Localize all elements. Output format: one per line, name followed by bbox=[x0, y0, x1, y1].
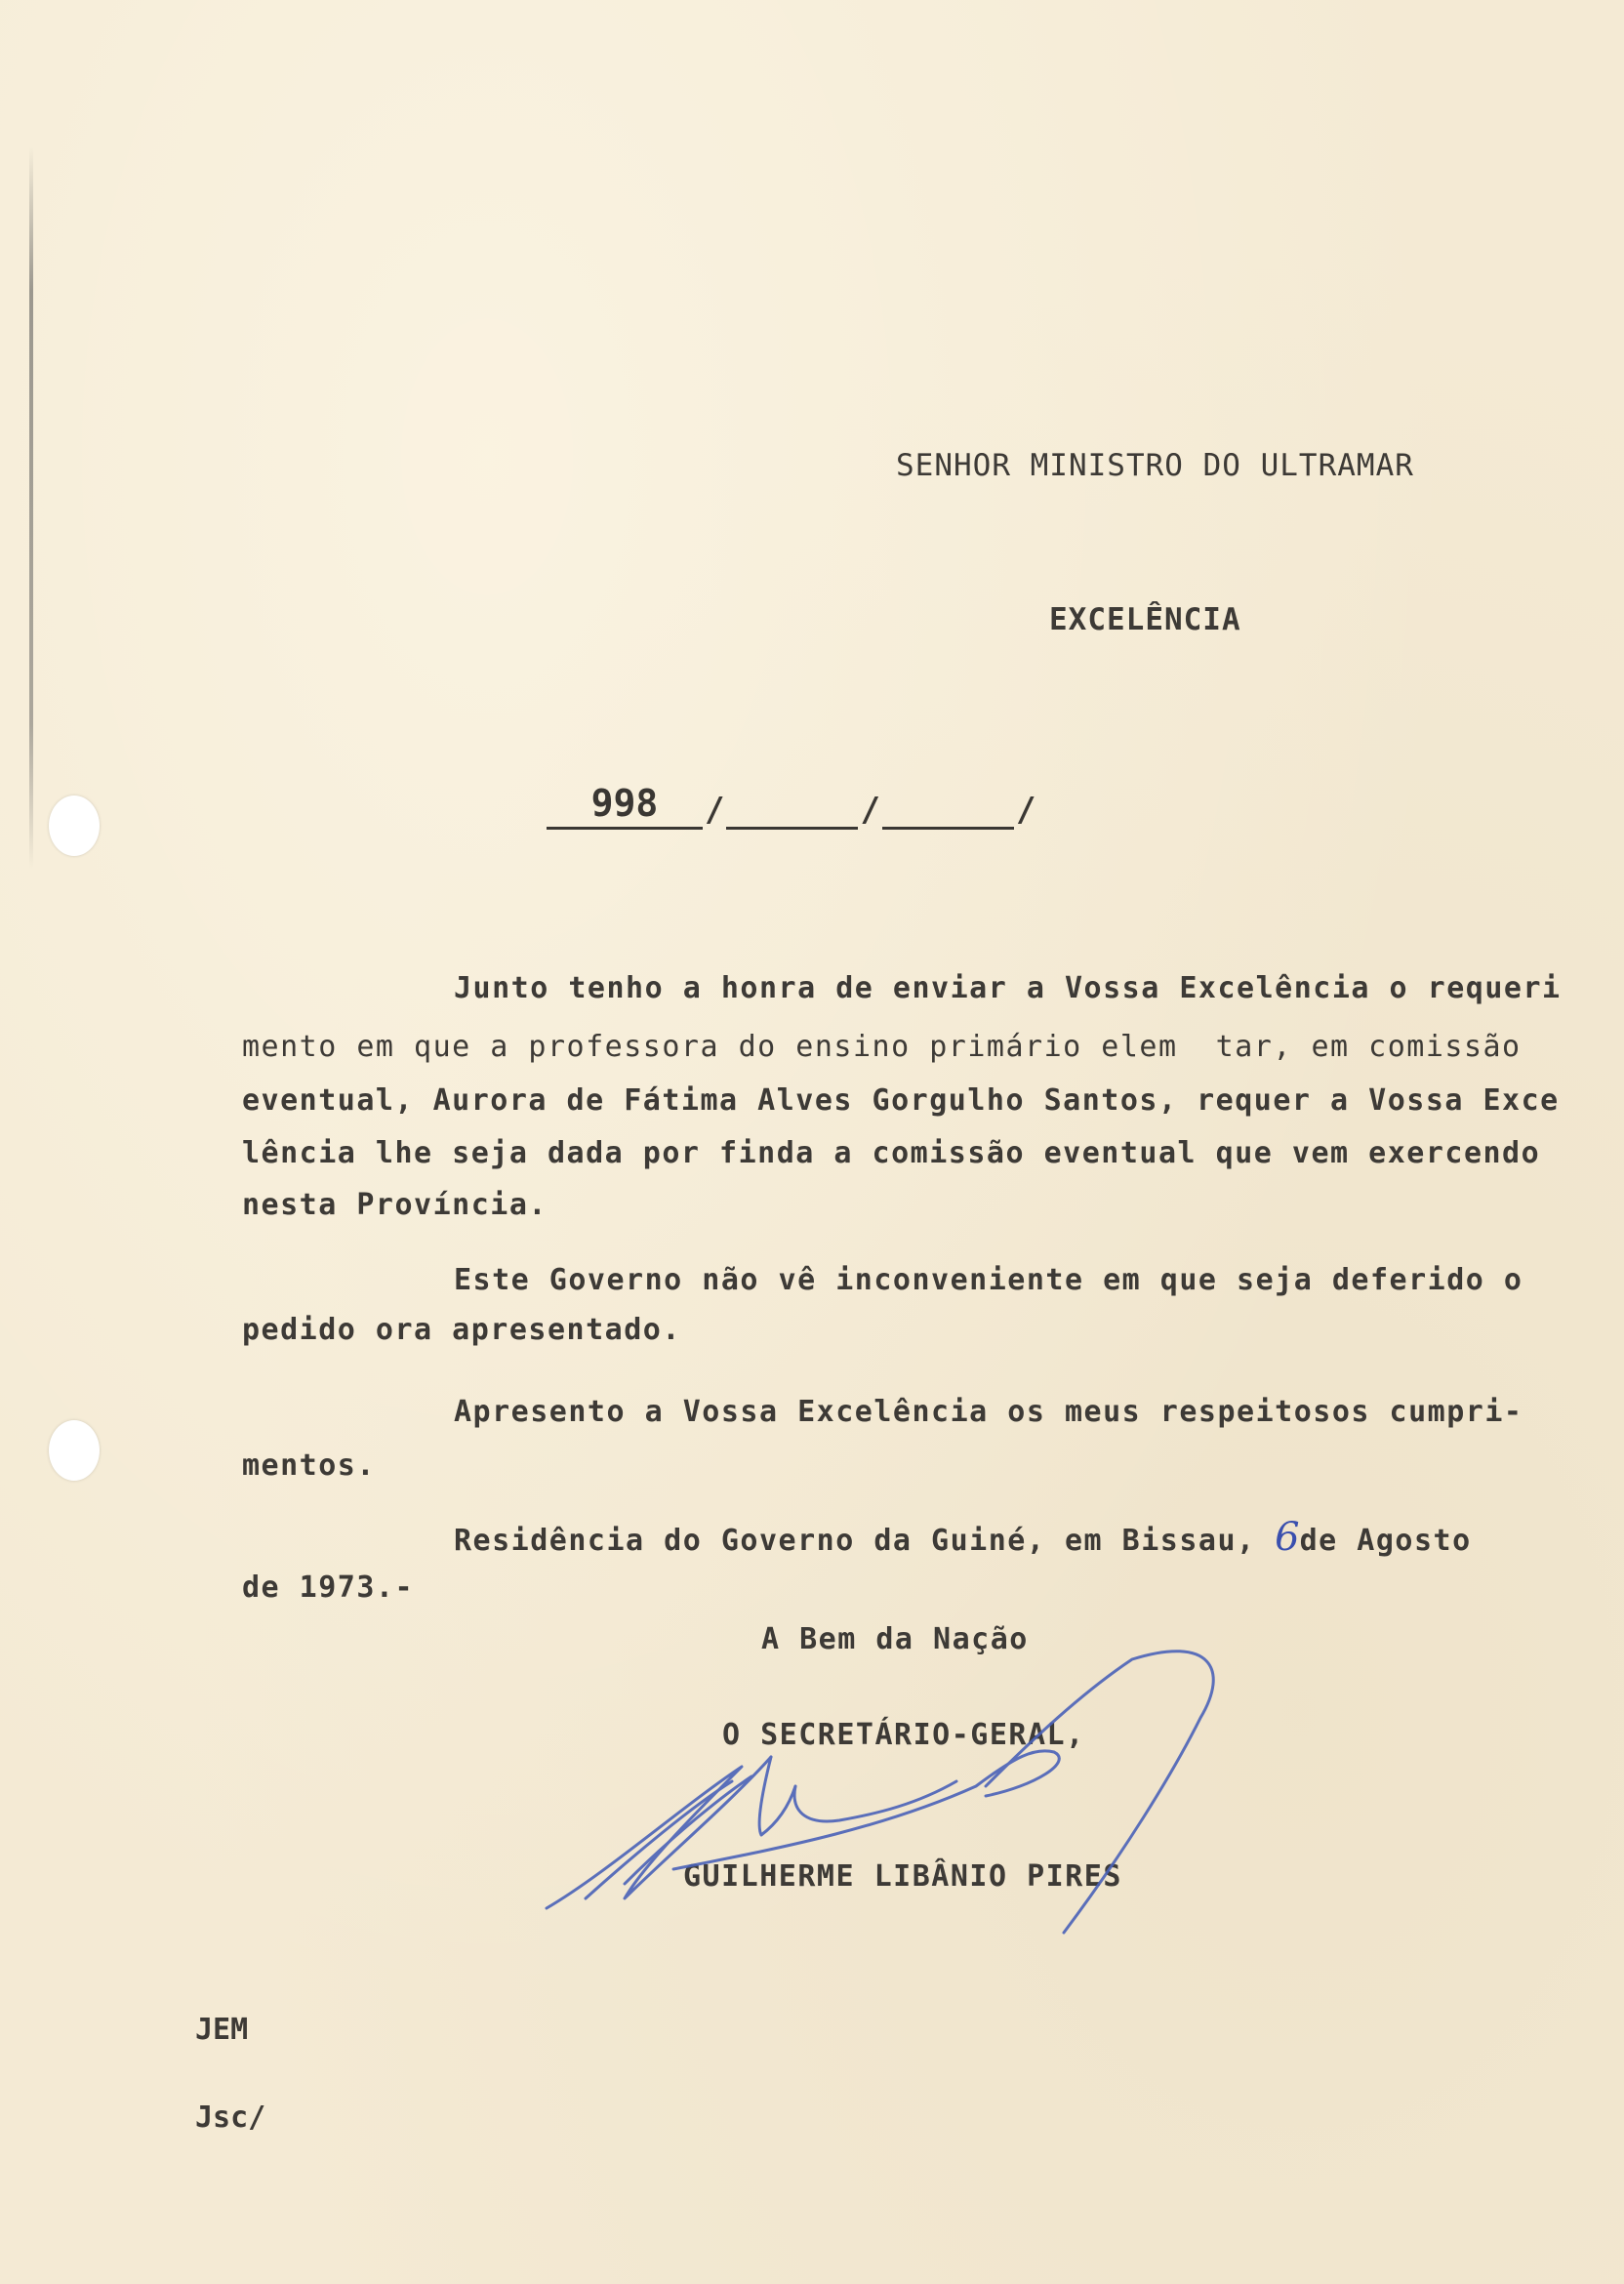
paragraph-3-line: mentos. bbox=[242, 1448, 376, 1483]
dateline bbox=[454, 1515, 1624, 1560]
typist-initials-2: Jsc/ bbox=[195, 2100, 266, 2135]
closing-motto: A Bem da Nação bbox=[761, 1622, 1029, 1656]
reference-number: 998 bbox=[547, 782, 703, 830]
reference-blank-1 bbox=[726, 782, 858, 830]
paragraph-1-line: Junto tenho a honra de enviar a Vossa Excelência o requeri bbox=[454, 971, 1562, 1005]
signatory-name: GUILHERME LIBÂNIO PIRES bbox=[683, 1859, 1122, 1894]
dateline-month: de Agosto bbox=[1299, 1524, 1472, 1558]
page-edge-shadow bbox=[29, 146, 33, 869]
paragraph-1-line: nesta Província. bbox=[242, 1188, 548, 1222]
typist-initials-1: JEM bbox=[195, 2013, 249, 2047]
reference-separator: / bbox=[860, 791, 880, 830]
salutation: EXCELÊNCIA bbox=[1049, 602, 1241, 637]
dateline-place: Residência do Governo da Guiné, em Bissau, bbox=[454, 1524, 1276, 1558]
paragraph-1-line: lência lhe seja dada por finda a comissão eventual que vem exercendo bbox=[242, 1136, 1541, 1170]
paragraph-2-line: Este Governo não vê inconveniente em que seja deferido o bbox=[454, 1263, 1523, 1297]
signatory-title: O SECRETÁRIO-GERAL, bbox=[722, 1718, 1085, 1752]
reference-separator: / bbox=[705, 791, 725, 830]
paragraph-1-line: mento em que a professora do ensino primário elem tar, em comissão bbox=[242, 1030, 1522, 1064]
reference-blank-2 bbox=[882, 782, 1014, 830]
handwritten-day: 6 bbox=[1275, 1515, 1300, 1560]
reference-number-line bbox=[547, 781, 1037, 830]
dateline-year: de 1973.- bbox=[242, 1570, 415, 1605]
handwritten-signature bbox=[527, 1640, 1230, 1942]
punch-hole-top bbox=[49, 795, 100, 856]
paragraph-3-line: Apresento a Vossa Excelência os meus respeitosos cumpri- bbox=[454, 1395, 1523, 1429]
reference-separator: / bbox=[1015, 791, 1036, 830]
punch-hole-bottom bbox=[49, 1420, 100, 1481]
addressee: SENHOR MINISTRO DO ULTRAMAR bbox=[896, 448, 1414, 483]
paragraph-2-line: pedido ora apresentado. bbox=[242, 1313, 681, 1347]
paragraph-1-line: eventual, Aurora de Fátima Alves Gorgulho Santos, requer a Vossa Exce bbox=[242, 1083, 1560, 1118]
